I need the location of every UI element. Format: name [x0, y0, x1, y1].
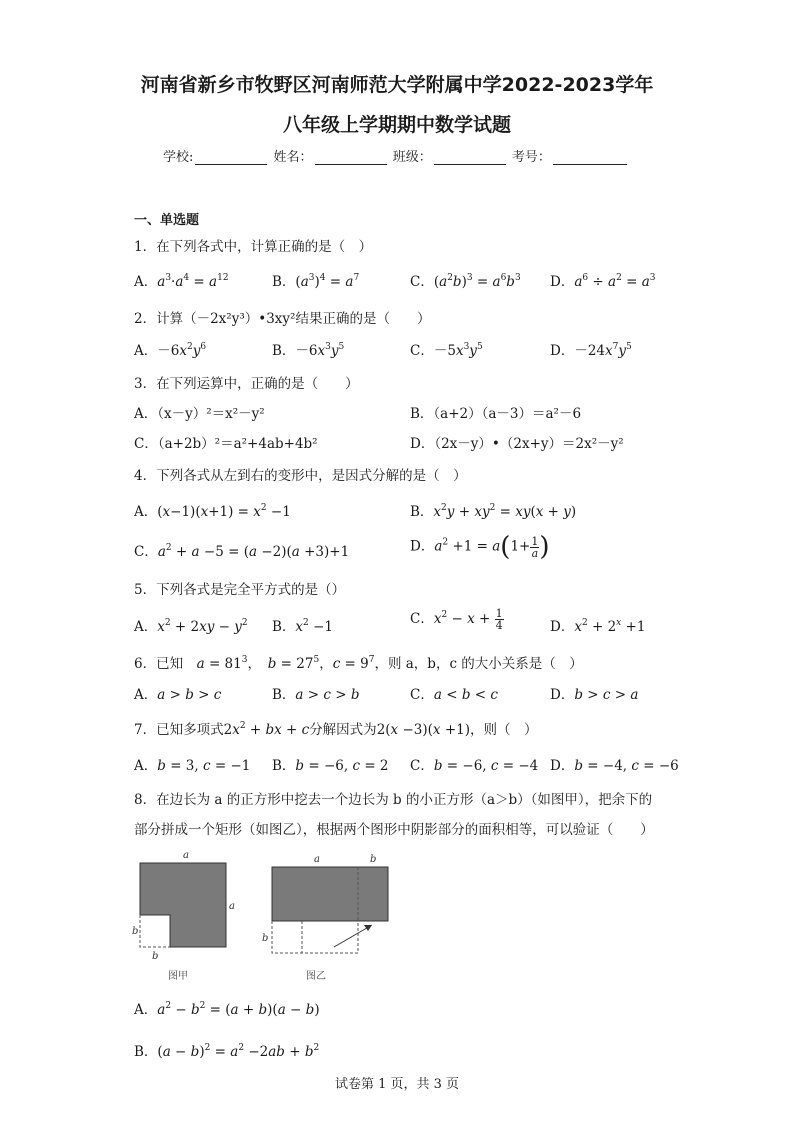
- school-blank: [195, 150, 267, 165]
- q3-option-d[interactable]: D．（2x－y）•（2x+y）＝2x²－y²: [410, 436, 624, 452]
- q2-stem: 2．计算（－2x²y³）•3xy²结果正确的是（ ）: [134, 311, 431, 327]
- yi-caption: 图乙: [306, 971, 326, 982]
- section-heading: 一、单选题: [134, 213, 200, 228]
- q8-option-a[interactable]: A．$a^2 - b^2 = (a + b)(a - b)$: [134, 1001, 320, 1018]
- q5-option-a[interactable]: A．$x^2 + 2xy - y^2$: [134, 618, 248, 635]
- q8-option-b[interactable]: B．$(a - b)^2 = a^2 -2ab + b^2$: [134, 1043, 320, 1060]
- q6-option-a[interactable]: A．a > b > c: [134, 687, 222, 703]
- jia-removed-square: [140, 915, 170, 947]
- q6-option-c[interactable]: C．a < b < c: [410, 687, 498, 703]
- q7-option-b[interactable]: B．b = −6, c = 2: [272, 758, 389, 774]
- q1-option-b[interactable]: B．$(a^3)^4 = a^7$: [272, 273, 360, 290]
- q4-stem: 4．下列各式从左到右的变形中，是因式分解的是（ ）: [134, 468, 467, 484]
- exam-number-label: 考号：: [511, 150, 551, 165]
- q4-option-b[interactable]: B．$x^2y + xy^2 = xy(x + y)$: [410, 503, 577, 520]
- school-label: 学校:: [163, 150, 194, 165]
- jia-label-a-top: a: [183, 850, 189, 861]
- jia-label-b-bottom: b: [152, 951, 159, 962]
- q2-option-c[interactable]: C．$-5x^3y^5$: [410, 342, 483, 359]
- q3-stem: 3．在下列运算中，正确的是（ ）: [134, 376, 359, 392]
- q4-option-a[interactable]: A．$(x-1)(x+1) = x^2 -1$: [134, 503, 291, 520]
- yi-arrow-head: [364, 925, 372, 931]
- figure-yi: [262, 854, 388, 982]
- q4-option-c[interactable]: C．$a^2 + a -5 = (a -2)(a +3)+1$: [134, 543, 350, 560]
- q2-option-b[interactable]: B．$-6x^3y^5$: [272, 342, 345, 359]
- q1-option-d[interactable]: D．$a^6 \div a^2 = a^3$: [550, 273, 656, 290]
- q2-option-a[interactable]: A．$-6x^2y^6$: [134, 342, 207, 359]
- student-info-line: [163, 146, 629, 165]
- class-blank: [434, 150, 506, 165]
- yi-label-b-left: b: [262, 933, 269, 944]
- q5-option-d[interactable]: D．$x^2 + 2^x +1$: [550, 618, 646, 635]
- exam-title-line2: 八年级上学期期中数学试题: [282, 114, 511, 136]
- q5-stem: 5．下列各式是完全平方式的是（）: [134, 582, 346, 598]
- q6-option-b[interactable]: B．a > c > b: [272, 687, 360, 703]
- yi-label-b-top: b: [370, 854, 377, 865]
- exam-title-line1: 河南省新乡市牧野区河南师范大学附属中学2022-2023学年: [140, 74, 654, 96]
- q8-stem-line2: 部分拼成一个矩形（如图乙），根据两个图形中阴影部分的面积相等，可以验证（ ）: [134, 822, 654, 838]
- yi-moved-strip: [272, 921, 358, 953]
- jia-label-a-right: a: [229, 901, 235, 912]
- class-label: 班级：: [392, 150, 432, 165]
- q3-option-a[interactable]: A．（x－y）²＝x²－y²: [134, 406, 265, 422]
- exam-number-blank: [553, 150, 627, 165]
- q3-option-b[interactable]: B．（a+2）（a－3）＝a²－6: [410, 406, 582, 422]
- q4-option-d[interactable]: D．$a^2 +1 = a(1+$ $\frac{1}{a}$ ): [410, 532, 550, 562]
- name-blank: [315, 150, 387, 165]
- jia-caption: 图甲: [168, 971, 188, 982]
- figure-jia: [132, 850, 235, 982]
- q3-option-c[interactable]: C．（a+2b）²＝a²+4ab+4b²: [134, 436, 318, 452]
- q6-option-d[interactable]: D．b > c > a: [550, 687, 639, 703]
- jia-shaded-region: [140, 863, 226, 947]
- q7-stem: 7．已知多项式$2x^2$ + bx + c分解因式为2(x −3)(x +1)，则（ ）: [134, 721, 538, 738]
- jia-label-b-left: b: [132, 926, 139, 937]
- q1-option-a[interactable]: A．$a^3\cdot a^4 = a^{12}$: [134, 273, 229, 290]
- q1-stem: 1．在下列各式中，计算正确的是（ ）: [134, 239, 373, 255]
- q7-option-d[interactable]: D．b = −4, c = −6: [550, 758, 679, 774]
- q7-option-c[interactable]: C．b = −6, c = −4: [410, 758, 539, 774]
- q8-figure: [128, 845, 398, 985]
- yi-shaded-rect: [272, 867, 388, 921]
- page-footer: 试卷第 1 页，共 3 页: [334, 1077, 460, 1092]
- q2-option-d[interactable]: D．$-24x^7y^5$: [550, 342, 632, 359]
- yi-label-a: a: [314, 854, 320, 865]
- q8-stem-line1: 8．在边长为 a 的正方形中挖去一个边长为 b 的小正方形（a＞b）（如图甲），把余下的: [134, 792, 653, 808]
- q7-option-a[interactable]: A．b = 3, c = −1: [134, 758, 251, 774]
- q6-stem: 6．已知 $a = 81^3$， $b = 27^5$，$c = 9^7$，则 a，b，c 的大小关系是（ ）: [134, 655, 583, 672]
- q1-option-c[interactable]: C．$(a^2b)^3 = a^6b^3$: [410, 273, 521, 290]
- name-label: 姓名：: [273, 150, 313, 165]
- q5-option-c[interactable]: C．$x^2 - x$ + $\frac{1}{4}$: [410, 607, 503, 632]
- q5-option-b[interactable]: B．$x^2 -1$: [272, 618, 333, 635]
